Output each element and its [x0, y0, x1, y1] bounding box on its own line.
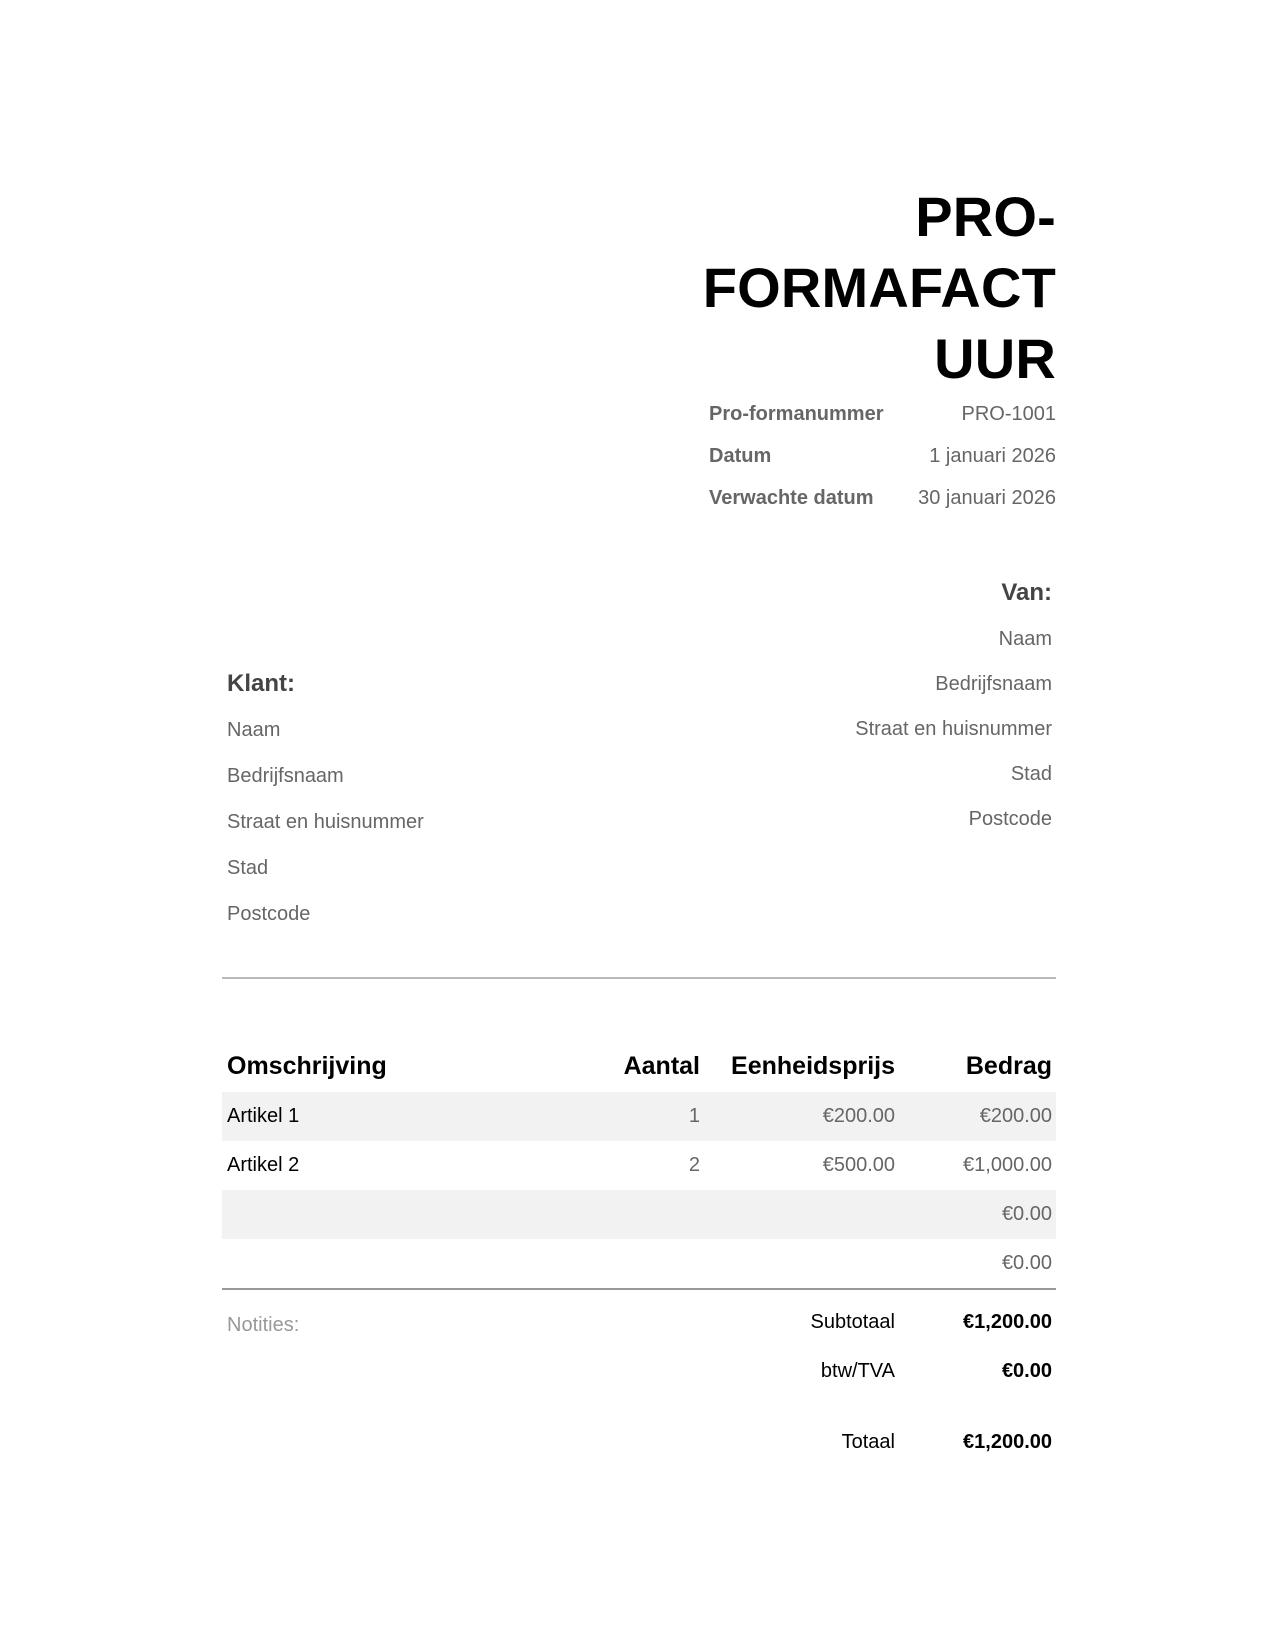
client-block — [227, 670, 424, 948]
title-line: PRO- — [915, 185, 1056, 248]
meta-label: Pro-formanummer — [709, 403, 884, 425]
cell-amount: €0.00 — [1001, 1203, 1052, 1225]
column-header-unit-price: Eenheidsprijs — [731, 1051, 895, 1080]
total-row — [700, 1430, 1056, 1479]
line-items-table — [222, 1040, 1056, 1290]
total-value: €1,200.00 — [963, 1431, 1052, 1453]
table-row — [222, 1190, 1056, 1239]
subtotal-label: Subtotaal — [810, 1311, 895, 1333]
notes-label: Notities: — [227, 1314, 300, 1336]
column-header-description: Omschrijving — [227, 1051, 387, 1080]
client-heading: Klant: — [227, 670, 295, 697]
meta-value: PRO-1001 — [961, 403, 1056, 425]
meta-row-expected-date — [709, 486, 1056, 528]
invoice-page — [222, 0, 1056, 1650]
meta-row-number — [709, 402, 1056, 444]
total-label: Totaal — [841, 1431, 895, 1453]
table-header-row — [222, 1040, 1056, 1092]
table-row — [222, 1092, 1056, 1141]
sender-heading: Van: — [1001, 579, 1052, 606]
meta-label: Datum — [709, 445, 772, 467]
client-street: Straat en huisnummer — [227, 811, 424, 833]
subtotal-value: €1,200.00 — [963, 1311, 1052, 1333]
meta-row-date — [709, 444, 1056, 486]
sender-name: Naam — [998, 628, 1052, 650]
table-bottom-rule — [222, 1288, 1056, 1290]
document-title — [696, 181, 1056, 394]
cell-unit-price: €500.00 — [822, 1154, 895, 1176]
totals-block — [700, 1310, 1056, 1479]
title-line: UUR — [934, 327, 1056, 390]
meta-value: 30 januari 2026 — [918, 487, 1056, 509]
tax-label: btw/TVA — [820, 1360, 895, 1382]
sender-block — [855, 579, 1052, 852]
column-header-amount: Bedrag — [965, 1051, 1052, 1080]
cell-amount: €1,000.00 — [963, 1154, 1052, 1176]
sender-company: Bedrijfsnaam — [935, 673, 1052, 695]
client-company: Bedrijfsnaam — [227, 765, 344, 787]
table-row — [222, 1239, 1056, 1288]
client-postcode: Postcode — [227, 903, 311, 925]
cell-unit-price: €200.00 — [822, 1105, 895, 1127]
tax-value: €0.00 — [1001, 1360, 1052, 1382]
sender-city: Stad — [1010, 763, 1052, 785]
cell-description: Artikel 1 — [227, 1105, 300, 1127]
client-name: Naam — [227, 719, 281, 741]
table-row — [222, 1141, 1056, 1190]
sender-street: Straat en huisnummer — [855, 718, 1052, 740]
meta-label: Verwachte datum — [709, 487, 874, 509]
cell-quantity: 1 — [688, 1105, 700, 1127]
subtotal-row — [700, 1310, 1056, 1359]
sender-postcode: Postcode — [968, 808, 1052, 830]
column-header-quantity: Aantal — [623, 1051, 700, 1080]
client-city: Stad — [227, 857, 269, 879]
tax-row — [700, 1359, 1056, 1408]
invoice-meta — [709, 402, 1056, 528]
cell-amount: €200.00 — [979, 1105, 1052, 1127]
cell-description: Artikel 2 — [227, 1154, 300, 1176]
meta-value: 1 januari 2026 — [929, 445, 1056, 467]
section-divider — [222, 977, 1056, 979]
title-line: FORMAFACT — [702, 256, 1056, 319]
cell-quantity: 2 — [688, 1154, 700, 1176]
cell-amount: €0.00 — [1001, 1252, 1052, 1274]
